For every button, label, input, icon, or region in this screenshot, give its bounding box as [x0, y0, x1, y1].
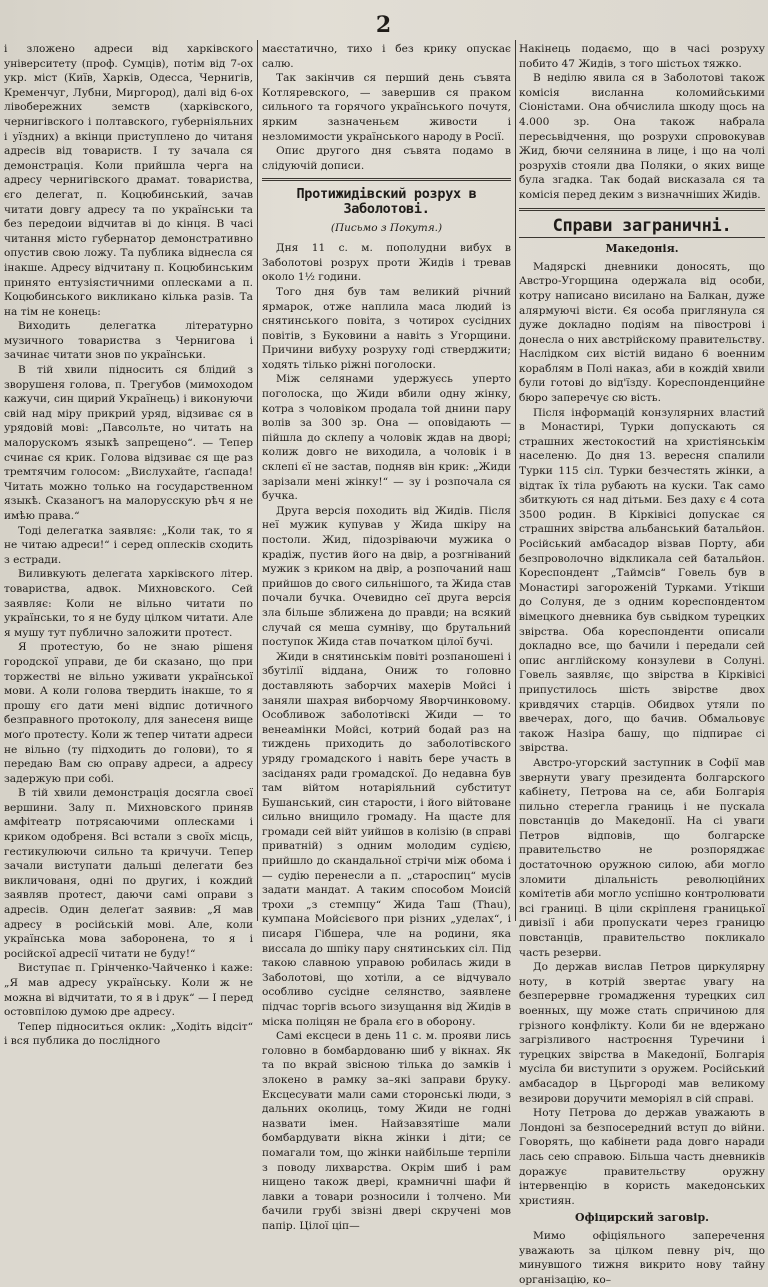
article-separator — [519, 208, 765, 211]
paragraph: Так закінчив ся перший день съвята Котляревского, — завершив ся праком сильного та горячого українського почутя, ярким зазначеньєм живости і незломимости українського народу в Росії. — [262, 72, 511, 143]
paragraph: Того дня був там великий річний ярмарок, отже наплила маса людий із снятинського повіта, з чотирох сусідних повітів, з Буковини а навіть з Угорщини. Причини вибуху розруху годі стверджити; ходять тілько ріжні поголоски. — [262, 285, 511, 371]
headline-rule — [519, 237, 765, 238]
paragraph: Виступає п. Грінченко-Чайченко і каже: „Я мав адресу українську. Коли ж не можна ві відчитати, то я в і друк“ — І перед остовпілою думою дре адресу. — [4, 962, 253, 1019]
paragraph: До держав вислав Петров циркулярну ноту, в котрій звертає увагу на безперервне громадження турецких сил военных, щу може стать спричиною для грізного конфлікту. Коли би не вдержано загрізливого настроєння Туречини і турецких звірства в Македонії, Болгарія мусіла би виступити з оружем. Російський амбасадор в Цьргороді мав великому везирови доручити меморіял в сій справі. — [519, 961, 765, 1105]
paragraph: В тій хвили демонстрація досягла своєї вершини. Залу п. Михновского приняв амфітеатр потрясаючими оплесками і криком одобреня. Всі встали з своїх місць, гестикулюючи сильно та кричучи. Тепер зачали виступати дальші делегати без викличованя, одні по других, і кождий заявляв протест, даючи самі оправи з адресів. Один делеґат заявив: „Я мав адресу в російській мові. Але, коли українська мова заборонена, то я і російскої адресії читати не буду!“ — [4, 787, 253, 960]
column-divider-left — [257, 40, 258, 921]
column-3 — [519, 42, 765, 1286]
column-divider-right — [515, 40, 516, 921]
paragraph: Мадярскі дневники доносять, що Австро-Угорщина одержала від особи, котру написано висилано на Балкан, дуже алярмуючі вісти. Єя особа приглянула ся дуже докладно подіям на півострові і донесла о них австрійскому правительству. Наслідком сих вістій видано 6 военним кораблям в Полі наказ, аби в кождій хвили були готові до від'їзду. Кореспонденцийне бюро заперечує сю вість. — [519, 260, 765, 405]
paragraph: В тій хвили підносить ся блідий з зворушеня голова, п. Трегубов (мимоходом кажучи, син щирий Українець) і виконуючи свій над міру прикрий уряд, відзиває ся в урядовій мові: „Павсольте, но читать на малорускомъ языкѣ запрещено“. — Тепер счинає ся крик. Голова відзиває ся ще раз тремтячим голосом: „Вислухайте, ґаспада! Читать можно только на государственном языкѣ. Сказаногъ на малорусскую рѣч я не имѣю права.“ — [4, 364, 253, 522]
paragraph: Після інформацій конзулярних властий в Монастирі, Турки допускають ся страшних жестокостий на христіянськім населеню. До дня 13. вересня спалили Турки 115 сіл. Турки безчестять жінки, а відтак їх тіла рубають на куски. Так само збиткують ся над дітьми. Без даху є 4 сота 3500 родин. В Кірківісі допускає ся страшних звірства альбанський батальйон. Російський амбасадор візвав Порту, аби безпроволочно відкликала сей батальйон. Кореспондент „Таймсів“ Говель був в Монастирі загороженій Турками. Утікши до Солуня, де з одним кореспондентом вімецкого дневника був сьвідком турецких звірства. Оба кореспонденти описали докладно все, що бачили і передали сей опис англійскому конзулеви в Солуні. Говель заявляє, що звірства в Кірківісі припустилось шість звірстве двох кривдячих старців. Обидвох утяли по ввечерах, дого, що бачив. Обмальовує також Назіра башу, що підпирає сі звірства. — [519, 406, 765, 755]
paragraph: Дня 11 с. м. пополудни вибух в Заболотові розрух проти Жидів і тревав около 1½ години. — [262, 242, 511, 284]
paragraph: Опис другого дня съвята подамо в слідуючій дописи. — [262, 145, 511, 172]
paragraph: Тоді делегатка заявляє: „Коли так, то я не читаю адреси!“ і серед оплесків сходить з естради. — [4, 524, 253, 566]
paragraph: Друга версія походить від Жидів. Після неї мужик купував у Жида шкіру на постоли. Жид, підозріваючи мужика о крадіж, пустив його на двір, а розгніваний мужик з криком на двір, а розпочаний наш прийшов до свого сильнішого, та Жида став почали бучка. Очевидно сеї друга версія зла більше зближена до правди; на всякий случай ся меша сумніву, що брутальний поступок Жида став початком цілої бучі. — [262, 504, 511, 649]
paragraph: Між селянами удержуєсь уперто поголоска, що Жиди вбили одну жінку, котра з чоловіком продала той днини пару волів за 300 зр. Она — оповідають — пійшла до склепу а чоловік ждав на дворі; колиж довго не виходила, а чоловік і в склепі єї не застав, подняв він крик: „Жиди зарізали мені жінку!“ — зу і розпочала ся бучка. — [262, 373, 511, 503]
article-subheading: (Письмо з Покутя.) — [330, 221, 443, 234]
paragraph: Накінець подаємо, що в часі розруху побито 47 Жидів, з того шістьох тяжко. — [519, 43, 765, 70]
page-number: 2 — [375, 12, 393, 38]
section-subheading: Офіцирский заговір. — [574, 1211, 709, 1225]
paragraph: В неділю явила ся в Заболотові також комісія висланна коломийськими Сіоністами. Она обчислила шкоду щось на 4.000 зр. Она також набрала пересьвідчення, що розрухи спровокував Жид, бючи селянина в лице, і що на чолі розрухів стояли два Поляки, о яких вище була згадка. Так бодай висказала ся та комісія перед деким з визначніших Жидів. — [519, 72, 765, 201]
section-headline: Справи заграничні. — [552, 215, 732, 236]
article-headline: Протижидівский розрух в Заболотові. — [296, 186, 477, 217]
paragraph: Мимо офіціяльного заперечення уважають за цілком певну річ, що минувшого тижня викрито нову тайну організацію, ко– — [519, 1229, 765, 1286]
paragraph: Самі ексцеси в день 11 с. м. прояви лись головно в бомбардованю шиб у вікнах. Як та по вкрай звісною тілька до замків і злокено в рамку за–які заправи бруку. Ексцесувати мали сами сторонські люди, з дальних околиць, тому Жиди не годні назвати імен. Найзавзятіше мали бомбардувати вікна жінки і діти; се помагали том, що жінки найбільше терпіли з поводу лихварства. Окрім шиб і рам нищено також двері, крамничні шафи й лавки а товари розносили і толчено. Ми бачили грубі звізні двері скручені мов папір. Цілої ціп— — [262, 1030, 511, 1232]
paragraph: Австро-угорский заступник в Софії мав звернути увагу президента болгарского кабінету, Петрова на се, аби Болгарія пильно стерегла границь і не пускала повстанців до Македонії. На сі уваги Петров відповів, що болгарске правительство не розпоряджає достаточною оружною силою, аби могло зломити ділальність революційних комітетів аби могло успішно контролювати всі границі. В ціли скріпленя границької дивізії і аби пропускати через границю повстанців, правительство покликало часть резерви. — [519, 756, 765, 959]
paragraph: і зложено адреси від харківского університету (проф. Сумців), потім від 7-ох укр. міст (Київ, Харків, Одесса, Чернигів, Кременчуг, Лубни, Миргород), далі від 6-ох лівобережних земств (харківского, чернигівского і полтавского, губерніяльних і уїздних) а вкінци приступлено до читаня адресів від товариств. І ту зачала ся демонстрація. Коли прийшла черга на адресу чернигівского драмат. товариства, єго делегат, п. Коцюбинський, зачав читати довгу адресу та по українськи та без передоии відчитав ві до кінця. В часі читання місто губернатор демонстративно опустив свою ложу. Та публика віднесла ся інакше. Адресу відчитану п. Коцюбинським принято ентузіястичними оплесками а п. Коцюбинського викликано кілька разів. Та на тім не конець: — [4, 43, 253, 318]
column-1 — [4, 42, 253, 1048]
article-separator — [262, 178, 511, 181]
section-subheading: Македонія. — [605, 242, 679, 256]
paragraph: Я протестую, бо не знаю рішеня городскої управи, де би сказано, що при торжестві не вільно уживати української мови. А коли голова твердить інакше, то я прошу єго дати мені відпис дотичного безправного протоколу, для занесеня вище моґо протесту. Коли ж тепер читати адреси не вільно (ту підходить до голови), то я передаю Вам сю оправу адреси, а адресу задержую при собі. — [4, 641, 253, 785]
paragraph: маєстатично, тихо і без крику опускає салю. — [262, 43, 511, 70]
paragraph: Жиди в снятинськім повіті розпаношені і збутілії віддана, Ониж то головно доставляють заборчих махерів Мойсі і заняли шахрая виборчому Яворчинковому. Особливож заболотівскі Жиди — то венеамінки Мойсі, котрий бодай раз на тиждень приходить до заболотівского уряду громадского і навіть бере участь в засіданях ради громадскої. До недавна був там війтом нотаріяльний субститут Бушанський, син старости, і його війтоване сильно внищило громаду. На щасте для громади сей війт уийшов в колізію (в справі приватній) з одним молодим судією, прийшло до скандальної стрічи між обома і — судію перенесли а п. „староспиц“ мусів задати мандат. А таким способом Моисій трохи „з стемпцу“ Жида Таш (Thau), кумпана Мойсієвого при різних „уделах“, і писаря Гібшера, чле на родини, яка виссала до шпіку пару снятинських сіл. Під такою славною управою робилась жиди в Заболотові, що хотіли, а се відчувало особливо сусідне селянство, заявлене підчас торгів всього зизущання від Жидів в міска поліцян не брала єго в оборону. — [262, 650, 511, 1028]
paragraph: Ноту Петрова до держав уважають в Лондоні за безпосередний вступ до війни. Говорять, що кабінети рада довго наради лась сею справою. Більша часть дневників доражує правительству оружну інтервенцію в користь македонських християн. — [519, 1107, 765, 1207]
paragraph: Виливкують делегата харківского літер. товариства, адвок. Михновского. Сей заявляє: Коли не вільно читати по українськи, то я не буду цілком читати. Але я мушу тут публично заложити протест. — [4, 568, 253, 639]
paragraph: Виходить делегатка літературно музичного товариства з Чернигова і зачинає читати знов по українськи. — [4, 320, 253, 362]
paragraph: Тепер підноситься оклик: „Ходіть відсіт“ і вся публика до послідного — [4, 1020, 253, 1048]
column-2 — [262, 42, 511, 1232]
